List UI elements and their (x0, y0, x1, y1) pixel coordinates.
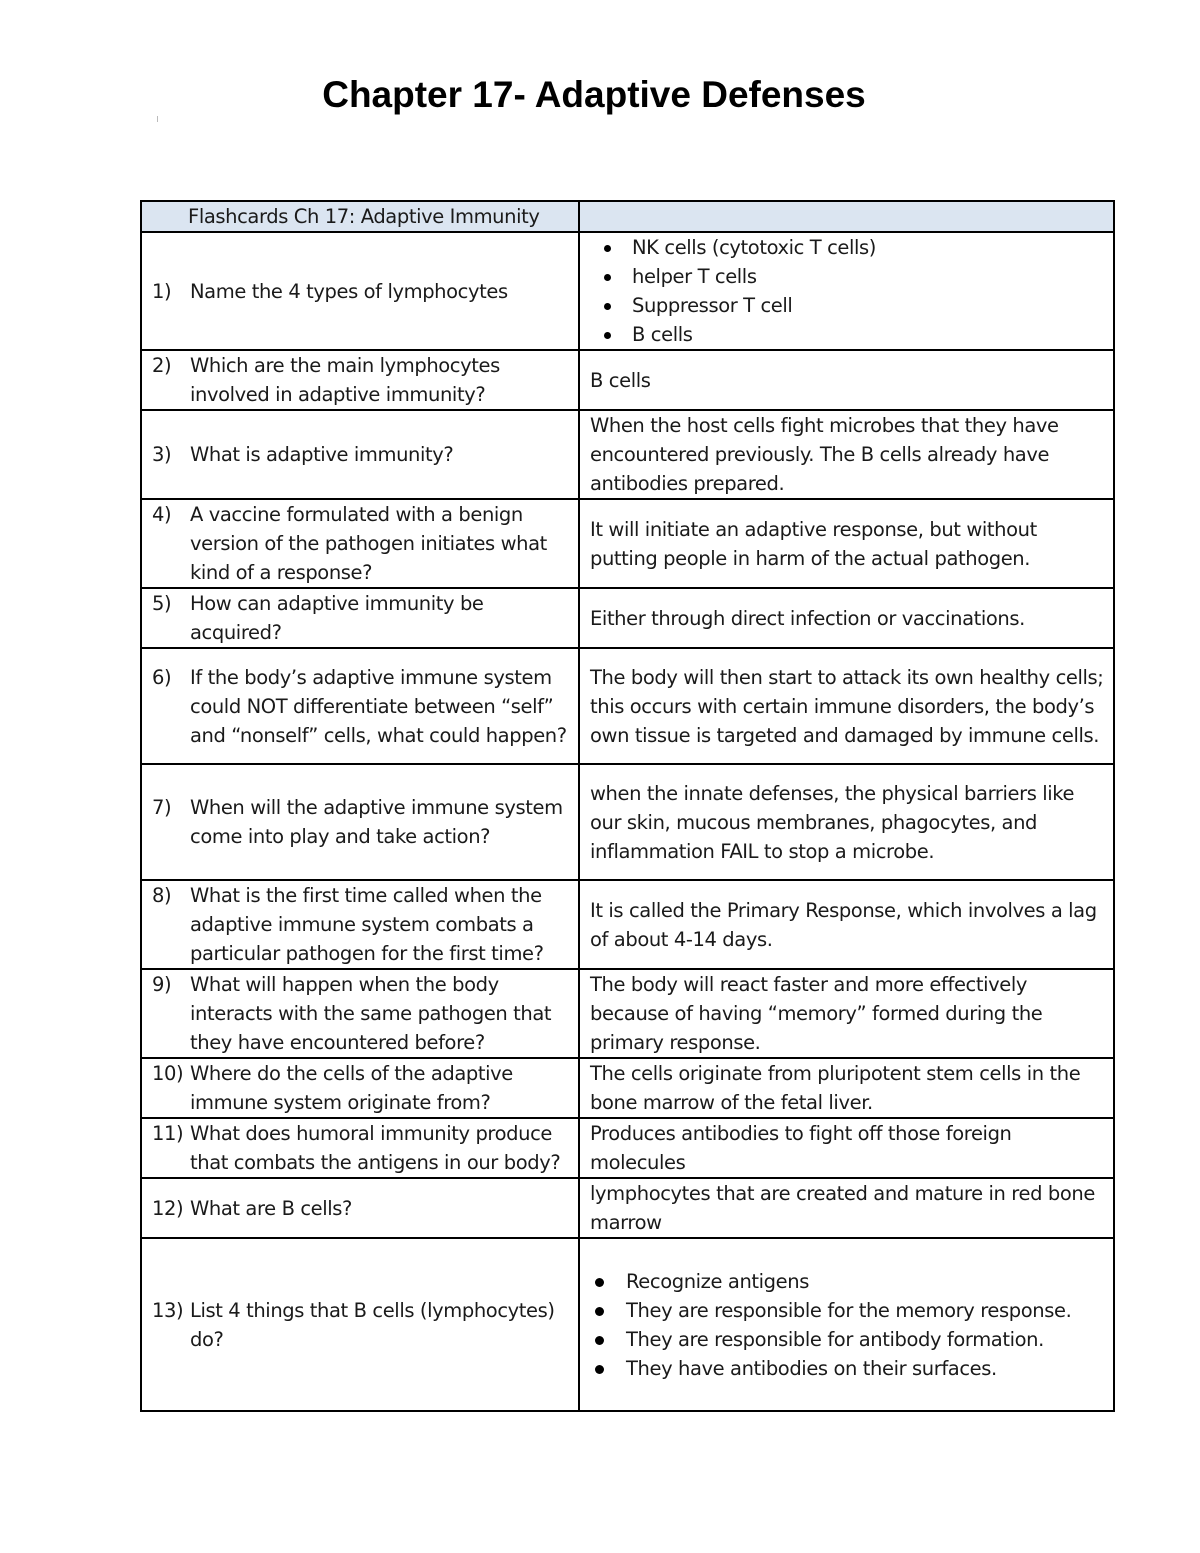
question-cell (141, 648, 579, 764)
question-cell (141, 1238, 579, 1411)
question-cell (141, 1058, 579, 1118)
question-cell (141, 588, 579, 648)
question-cell (141, 880, 579, 969)
table-row (141, 1238, 1114, 1411)
answer-cell (579, 1238, 1114, 1411)
question-cell (141, 764, 579, 880)
question-number: 1) (152, 279, 172, 303)
answer-cell: When the host cells fight microbes that they have encountered previously. The B cells already have antibodies prepared. (579, 410, 1114, 499)
question-number: 5) (152, 592, 172, 615)
question-text: A vaccine formulated with a benign version of the pathogen initiates what kind of a response? (190, 503, 547, 584)
table-header-cell (141, 201, 579, 232)
answer-bullet: helper T cells (590, 262, 1107, 291)
question-text: Which are the main lymphocytes involved in adaptive immunity? (190, 354, 500, 406)
answer-cell: Either through direct infection or vaccinations. (579, 588, 1114, 648)
question-text: If the body’s adaptive immune system could NOT differentiate between “self” and “nonself” cells, what could happen? (190, 665, 567, 747)
answer-bullet: Suppressor T cell (590, 291, 1107, 320)
answer-cell: The body will react faster and more effectively because of having “memory” formed during the primary response. (579, 969, 1114, 1058)
table-row (141, 764, 1114, 880)
question-number: 2) (152, 354, 172, 377)
page-title: Chapter 17- Adaptive Defenses (322, 74, 866, 115)
question-text: What is adaptive immunity? (190, 443, 454, 466)
stray-mark (157, 116, 158, 122)
question-text: How can adaptive immunity be acquired? (190, 592, 484, 644)
question-number: 9) (152, 973, 172, 996)
question-cell (141, 350, 579, 410)
question-cell (141, 1118, 579, 1178)
question-text: What does humoral immunity produce that combats the antigens in our body? (190, 1122, 561, 1174)
answer-bullet: Recognize antigens (590, 1267, 1107, 1296)
answer-bullet: B cells (590, 320, 1107, 349)
question-text: Where do the cells of the adaptive immune system originate from? (190, 1062, 513, 1114)
question-text: Name the 4 types of lymphocytes (190, 279, 508, 303)
answer-cell: B cells (579, 350, 1114, 410)
question-cell (141, 410, 579, 499)
question-number: 13) (152, 1298, 184, 1322)
table-row (141, 969, 1114, 1058)
answer-list (590, 233, 1107, 349)
question-text: List 4 things that B cells (lymphocytes) do? (190, 1298, 555, 1351)
question-number: 6) (152, 665, 172, 689)
table-row (141, 648, 1114, 764)
table-row (141, 232, 1114, 350)
flashcards-table (140, 200, 1115, 1412)
question-number: 3) (152, 443, 172, 466)
table-row (141, 410, 1114, 499)
question-cell (141, 969, 579, 1058)
answer-cell: It is called the Primary Response, which involves a lag of about 4-14 days. (579, 880, 1114, 969)
table-header-row (141, 201, 1114, 232)
question-number: 8) (152, 884, 172, 907)
table-header-empty-cell (579, 201, 1114, 232)
question-number: 4) (152, 503, 172, 526)
table-row (141, 1178, 1114, 1238)
answer-bullet: They are responsible for the memory response. (590, 1296, 1107, 1325)
question-text: What will happen when the body interacts with the same pathogen that they have encountered before? (190, 973, 552, 1054)
answer-bullet: They are responsible for antibody formation. (590, 1325, 1107, 1354)
question-text: When will the adaptive immune system come into play and take action? (190, 796, 563, 848)
table-row (141, 588, 1114, 648)
table-header-label: Flashcards Ch 17: Adaptive Immunity (188, 205, 540, 228)
answer-cell: when the innate defenses, the physical barriers like our skin, mucous membranes, phagocytes, and inflammation FAIL to stop a microbe. (579, 764, 1114, 880)
answer-list (590, 1267, 1107, 1383)
question-text: What are B cells? (190, 1196, 353, 1220)
question-number: 12) (152, 1196, 184, 1220)
answer-bullet: NK cells (cytotoxic T cells) (590, 233, 1107, 262)
question-number: 7) (152, 796, 172, 819)
answer-cell: The body will then start to attack its own healthy cells; this occurs with certain immune disorders, the body’s own tissue is targeted and damaged by immune cells. (579, 648, 1114, 764)
answer-bullet: They have antibodies on their surfaces. (590, 1354, 1107, 1383)
answer-cell: The cells originate from pluripotent stem cells in the bone marrow of the fetal liver. (579, 1058, 1114, 1118)
table-row (141, 1118, 1114, 1178)
question-number: 10) (152, 1062, 184, 1085)
question-cell (141, 499, 579, 588)
question-cell (141, 1178, 579, 1238)
answer-cell: It will initiate an adaptive response, but without putting people in harm of the actual pathogen. (579, 499, 1114, 588)
table-row (141, 1058, 1114, 1118)
table-row (141, 499, 1114, 588)
answer-cell: lymphocytes that are created and mature in red bone marrow (579, 1178, 1114, 1238)
table-row (141, 880, 1114, 969)
answer-cell: Produces antibodies to fight off those foreign molecules (579, 1118, 1114, 1178)
table-row (141, 350, 1114, 410)
question-number: 11) (152, 1122, 184, 1145)
question-cell (141, 232, 579, 350)
answer-cell (579, 232, 1114, 350)
question-text: What is the first time called when the adaptive immune system combats a particular pathogen for the first time? (190, 884, 544, 965)
